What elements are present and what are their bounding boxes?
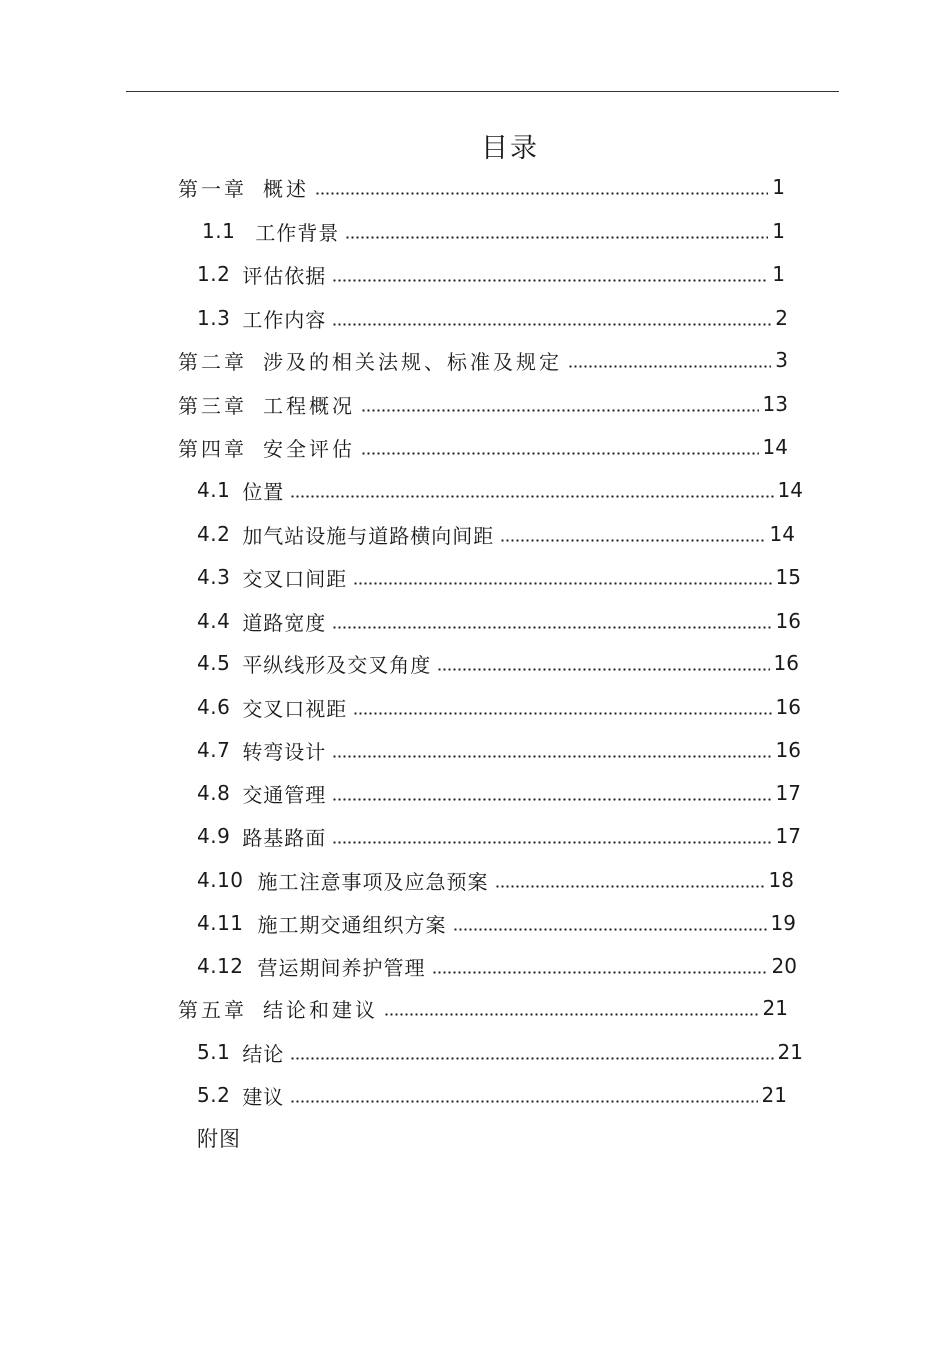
toc-entry-label: 概述 [263, 176, 309, 201]
toc-entry[interactable] [197, 475, 803, 505]
toc-entry-label: 平纵线形及交叉角度 [242, 652, 432, 677]
toc-entry-number: 5.1 [197, 1040, 231, 1064]
toc-entry[interactable] [197, 606, 801, 636]
toc-entry-page: 1 [772, 219, 785, 243]
toc-entry[interactable] [178, 389, 788, 419]
toc-entry-label: 转弯设计 [242, 739, 327, 764]
toc-leader-dots [437, 668, 769, 671]
toc-leader-dots [332, 755, 771, 758]
toc-entry-page: 21 [777, 1040, 803, 1064]
toc-entry[interactable] [197, 519, 795, 549]
toc-entry-label: 结论和建议 [263, 997, 378, 1022]
toc-entry-page: 14 [769, 522, 795, 546]
toc-entry-label: 位置 [242, 479, 285, 504]
toc-entry[interactable] [197, 1037, 803, 1067]
toc-leader-dots [432, 971, 768, 974]
toc-entry[interactable] [197, 692, 801, 722]
toc-entry-number: 1.3 [197, 306, 231, 330]
toc-leader-dots [332, 841, 771, 844]
toc-entry-page: 19 [770, 911, 796, 935]
toc-entry[interactable] [197, 908, 796, 938]
toc-entry-number: 4.6 [197, 695, 231, 719]
toc-entry-number: 1.2 [197, 262, 231, 286]
toc-leader-dots [568, 365, 771, 368]
toc-entry-page: 13 [762, 392, 788, 416]
toc-leader-dots [384, 1013, 759, 1016]
toc-entry-label: 道路宽度 [242, 610, 327, 635]
toc-entry[interactable] [178, 345, 788, 375]
toc-entry[interactable] [197, 1080, 787, 1110]
toc-entry-label: 营运期间养护管理 [257, 955, 426, 980]
toc-entry[interactable] [197, 303, 788, 333]
toc-entry-page: 3 [775, 348, 788, 372]
toc-entry-page: 21 [761, 1083, 787, 1107]
toc-entry-number: 4.7 [197, 738, 231, 762]
toc-entry-number: 第一章 [178, 176, 247, 201]
toc-entry-number: 4.1 [197, 478, 231, 502]
toc-entry-number: 第四章 [178, 436, 247, 461]
toc-entry-page: 1 [772, 175, 785, 199]
toc-leader-dots [290, 495, 773, 498]
toc-entry-label: 结论 [242, 1041, 285, 1066]
toc-leader-dots [315, 192, 768, 195]
toc-entry[interactable] [197, 821, 801, 851]
toc-entry-page: 16 [775, 609, 801, 633]
toc-entry-number: 4.4 [197, 609, 231, 633]
toc-leader-dots [332, 798, 771, 801]
toc-entry-number: 4.5 [197, 651, 231, 675]
toc-leader-dots [500, 539, 765, 542]
toc-leader-dots [332, 323, 771, 326]
toc-entry-page: 16 [775, 695, 801, 719]
toc-entry-number: 4.11 [197, 911, 244, 935]
toc-entry-number: 4.2 [197, 522, 231, 546]
toc-entry-page: 20 [771, 954, 797, 978]
toc-entry[interactable] [197, 259, 785, 289]
toc-leader-dots [353, 712, 771, 715]
toc-entry-label: 施工期交通组织方案 [257, 912, 447, 937]
toc-entry-label: 安全评估 [263, 436, 355, 461]
toc-entry-label: 交通管理 [242, 782, 327, 807]
toc-entry-page: 17 [775, 824, 801, 848]
toc-entry-page: 2 [775, 306, 788, 330]
toc-entry-label: 路基路面 [242, 825, 327, 850]
toc-entry[interactable] [197, 951, 797, 981]
toc-entry-number: 4.3 [197, 565, 231, 589]
toc-entry[interactable] [197, 562, 801, 592]
toc-entry-number: 4.9 [197, 824, 231, 848]
toc-leader-dots [345, 236, 768, 239]
toc-entry-label: 工程概况 [263, 393, 355, 418]
toc-entry[interactable] [178, 432, 788, 462]
toc-entry[interactable] [197, 778, 801, 808]
toc-entry-label: 加气站设施与道路横向间距 [242, 523, 495, 548]
toc-entry-label: 工作背景 [255, 220, 340, 245]
toc-entry[interactable] [197, 735, 801, 765]
toc-entry[interactable] [178, 993, 788, 1023]
toc-leader-dots [453, 928, 767, 931]
toc-entry-page: 21 [762, 996, 788, 1020]
toc-entry[interactable] [202, 216, 785, 246]
toc-entry-page: 14 [762, 435, 788, 459]
toc-leader-dots [332, 279, 768, 282]
toc-entry-page: 15 [775, 565, 801, 589]
page-title: 目录 [481, 133, 539, 164]
toc-entry-number: 4.8 [197, 781, 231, 805]
toc-entry-page: 14 [777, 478, 803, 502]
toc-entry-page: 17 [775, 781, 801, 805]
toc-entry[interactable] [178, 172, 785, 202]
toc-entry-label: 交叉口视距 [242, 696, 348, 721]
toc-leader-dots [290, 1100, 757, 1103]
toc-leader-dots [332, 626, 771, 629]
toc-entry-label: 交叉口间距 [242, 566, 348, 591]
toc-entry-number: 1.1 [202, 219, 236, 243]
toc-entry-number: 4.10 [197, 868, 244, 892]
toc-entry-page: 1 [772, 262, 785, 286]
toc-entry-number: 4.12 [197, 954, 244, 978]
toc-entry-number: 5.2 [197, 1083, 231, 1107]
toc-entry-number: 第五章 [178, 997, 247, 1022]
toc-leader-dots [361, 409, 759, 412]
toc-entry-label: 建议 [242, 1084, 285, 1109]
toc-entry-page: 18 [768, 868, 794, 892]
toc-leader-dots [353, 582, 771, 585]
toc-entry-label: 工作内容 [242, 307, 327, 332]
toc-entry-number: 第二章 [178, 349, 247, 374]
toc-entry-page: 16 [773, 651, 799, 675]
toc-entry[interactable] [197, 648, 799, 678]
toc-leader-dots [495, 885, 765, 888]
toc-entry-label: 涉及的相关法规、标准及规定 [263, 349, 562, 374]
appendix-label: 附图 [197, 1127, 241, 1151]
toc-entry[interactable] [197, 865, 794, 895]
toc-leader-dots [290, 1057, 773, 1060]
header-rule [126, 91, 839, 92]
toc-entry-label: 评估依据 [242, 263, 327, 288]
toc-leader-dots [361, 452, 759, 455]
toc-entry-number: 第三章 [178, 393, 247, 418]
toc-entry-page: 16 [775, 738, 801, 762]
toc-entry-label: 施工注意事项及应急预案 [257, 869, 489, 894]
